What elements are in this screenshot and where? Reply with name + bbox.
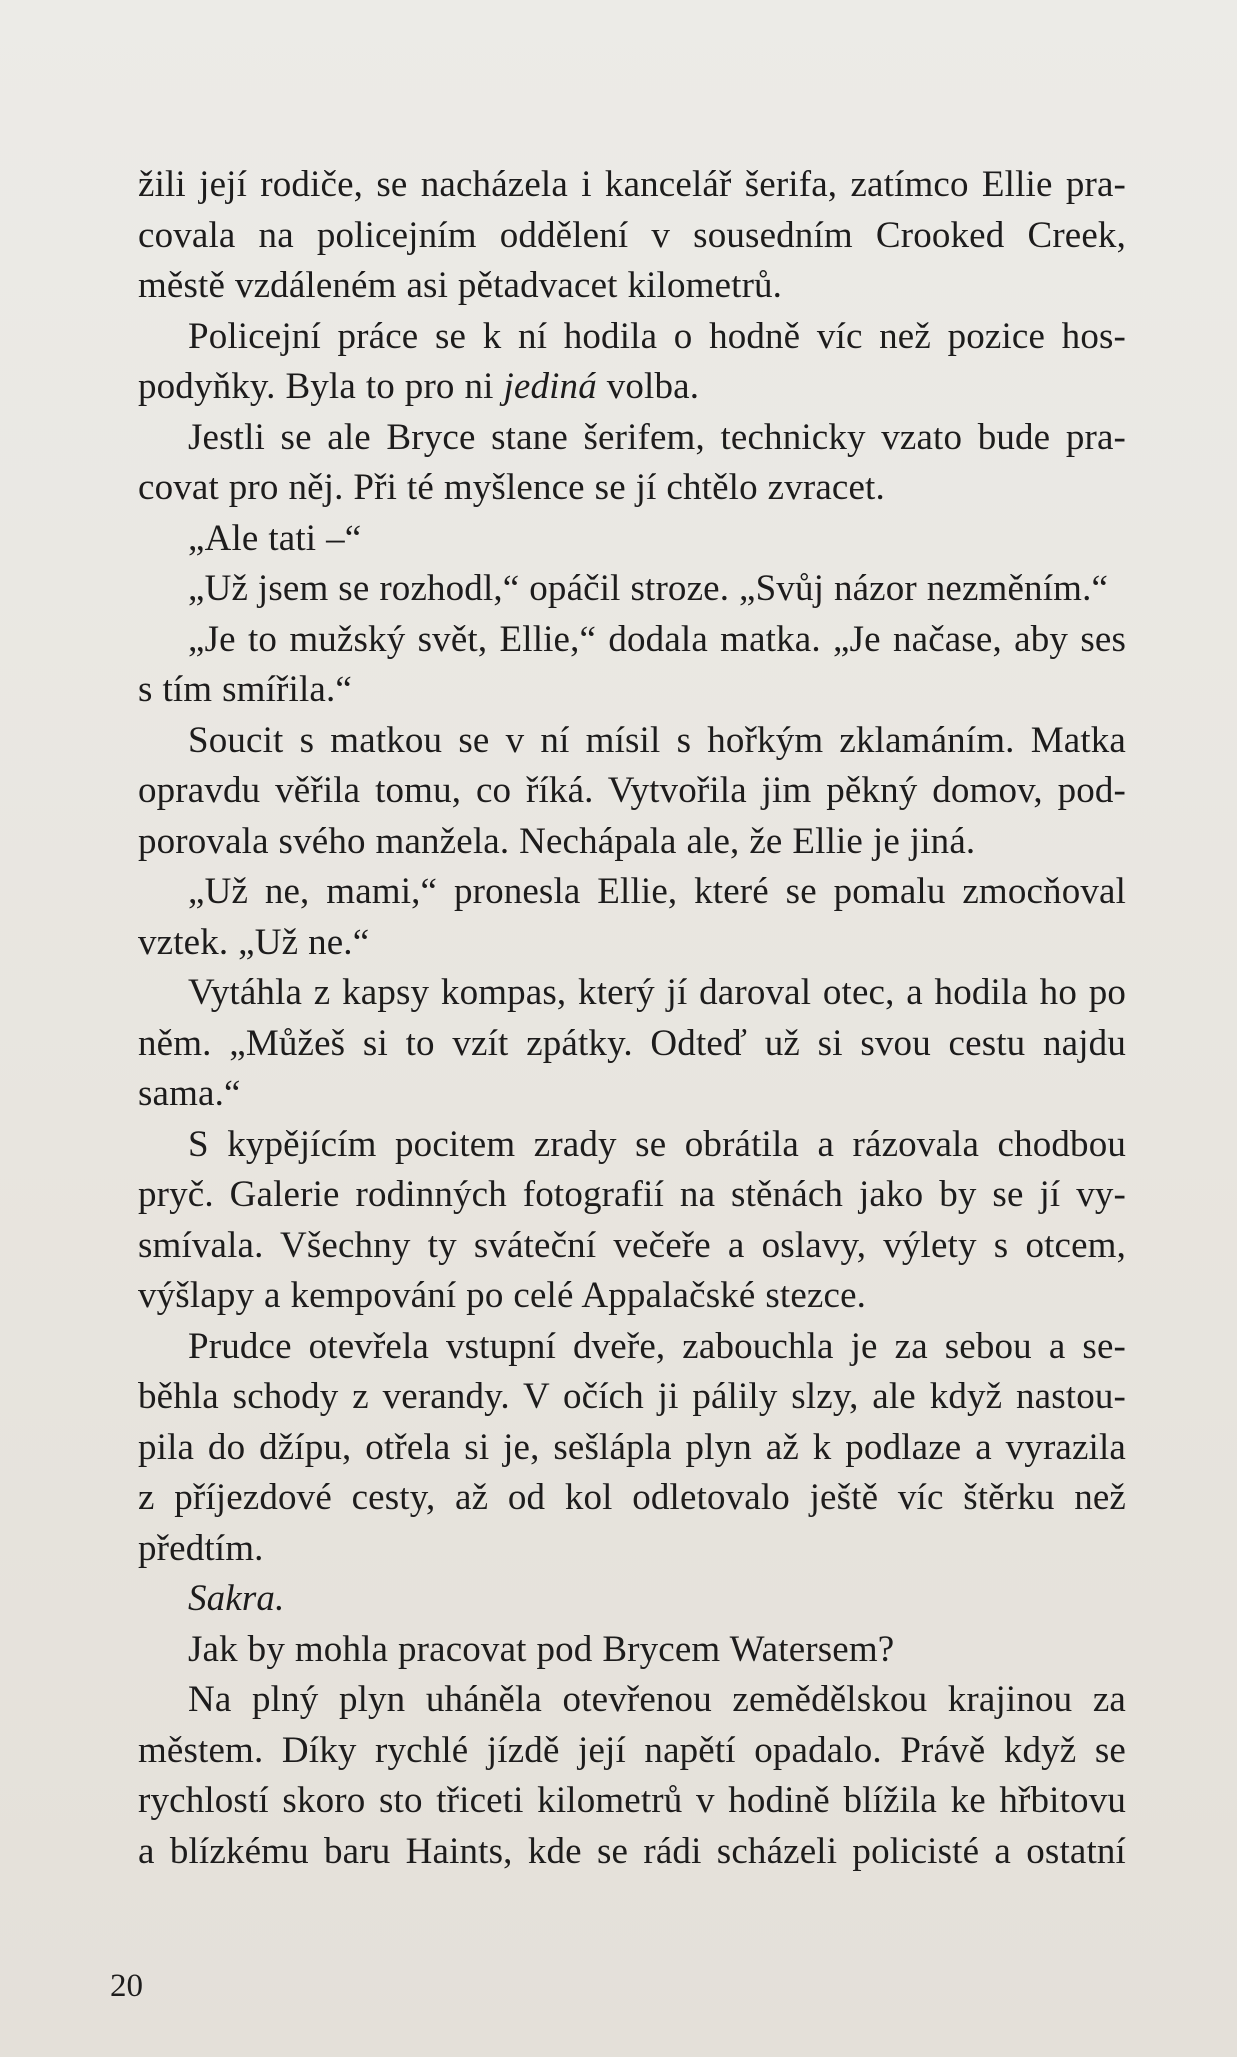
dialogue-line: „Už ne, mami,“ pronesla Ellie, které se pomalu zmocňoval bbox=[188, 871, 1126, 912]
text-fragment: podyňky. Byla to pro ni bbox=[138, 366, 504, 407]
text-line: městem. Díky rychlé jízdě její napětí opadalo. Právě když se bbox=[138, 1729, 1126, 1771]
text-line: S kypějícím pocitem zrady se obrátila a rázovala chodbou bbox=[188, 1123, 1126, 1165]
text-line: běhla schody z verandy. V očích ji pálily slzy, ale když nastou- bbox=[138, 1376, 1126, 1417]
text-line: Prudce otevřela vstupní dveře, zabouchla je za sebou a se- bbox=[188, 1325, 1126, 1367]
text-line: žili její rodiče, se nacházela i kancelář šerifa, zatímco Ellie pra- bbox=[138, 164, 1126, 205]
text-line: smívala. Všechny ty sváteční večeře a oslavy, výlety s otcem, bbox=[138, 1224, 1126, 1266]
text-line: městě vzdáleném asi pětadvacet kilometrů. bbox=[138, 265, 783, 306]
text-line: rychlostí skoro sto třiceti kilometrů v hodině blížila ke hřbitovu bbox=[138, 1780, 1126, 1821]
dialogue-line: s tím smířila.“ bbox=[138, 669, 352, 710]
emphasized-line: Sakra. bbox=[188, 1578, 285, 1619]
emphasized-word: jediná bbox=[503, 366, 597, 407]
text-line: Jestli se ale Bryce stane šerifem, technicky vzato bude pra- bbox=[188, 416, 1126, 458]
dialogue-line: „Už jsem se rozhodl,“ opáčil stroze. „Svůj názor nezměním.“ bbox=[188, 568, 1109, 609]
text-line: Jak by mohla pracovat pod Brycem Watersem? bbox=[188, 1628, 895, 1670]
body-text bbox=[138, 160, 1126, 1877]
text-line: z příjezdové cesty, až od kol odletovalo ještě víc štěrku než bbox=[138, 1477, 1126, 1518]
text-line: covala na policejním oddělení v sousedním Crooked Creek, bbox=[138, 214, 1126, 256]
dialogue-line: vztek. „Už ne.“ bbox=[138, 921, 370, 963]
page-number: 20 bbox=[110, 1968, 143, 2004]
dialogue-line: „Ale tati –“ bbox=[188, 517, 362, 559]
text-line: Vytáhla z kapsy kompas, který jí daroval otec, a hodila ho po bbox=[188, 972, 1126, 1013]
text-line: sama.“ bbox=[138, 1073, 241, 1114]
dialogue-line: „Je to mužský svět, Ellie,“ dodala matka. „Je načase, aby ses bbox=[188, 618, 1126, 660]
text-line: covat pro něj. Při té myšlence se jí chtělo zvracet. bbox=[138, 467, 885, 508]
text-line: předtím. bbox=[138, 1527, 264, 1569]
text-line: Soucit s matkou se v ní mísil s hořkým zklamáním. Matka bbox=[188, 719, 1126, 761]
text-line: a blízkému baru Haints, kde se rádi scházeli policisté a ostatní bbox=[138, 1830, 1126, 1872]
text-line: porovala svého manžela. Nechápala ale, že Ellie je jiná. bbox=[138, 820, 976, 862]
text-line: Policejní práce se k ní hodila o hodně víc než pozice hos- bbox=[188, 315, 1126, 357]
text-fragment: volba. bbox=[596, 366, 700, 407]
text-line: pryč. Galerie rodinných fotografií na stěnách jako by se jí vy- bbox=[138, 1174, 1126, 1215]
text-line: Na plný plyn uháněla otevřenou zemědělskou krajinou za bbox=[188, 1679, 1126, 1720]
text-line: výšlapy a kempování po celé Appalačské stezce. bbox=[138, 1275, 867, 1316]
text-line: opravdu věřila tomu, co říká. Vytvořila jim pěkný domov, pod- bbox=[138, 770, 1126, 811]
text-line bbox=[138, 362, 1126, 413]
text-line: něm. „Můžeš si to vzít zpátky. Odteď už si svou cestu najdu bbox=[138, 1022, 1126, 1064]
text-line: pila do džípu, otřela si je, sešlápla plyn až k podlaze a vyrazila bbox=[138, 1426, 1126, 1468]
